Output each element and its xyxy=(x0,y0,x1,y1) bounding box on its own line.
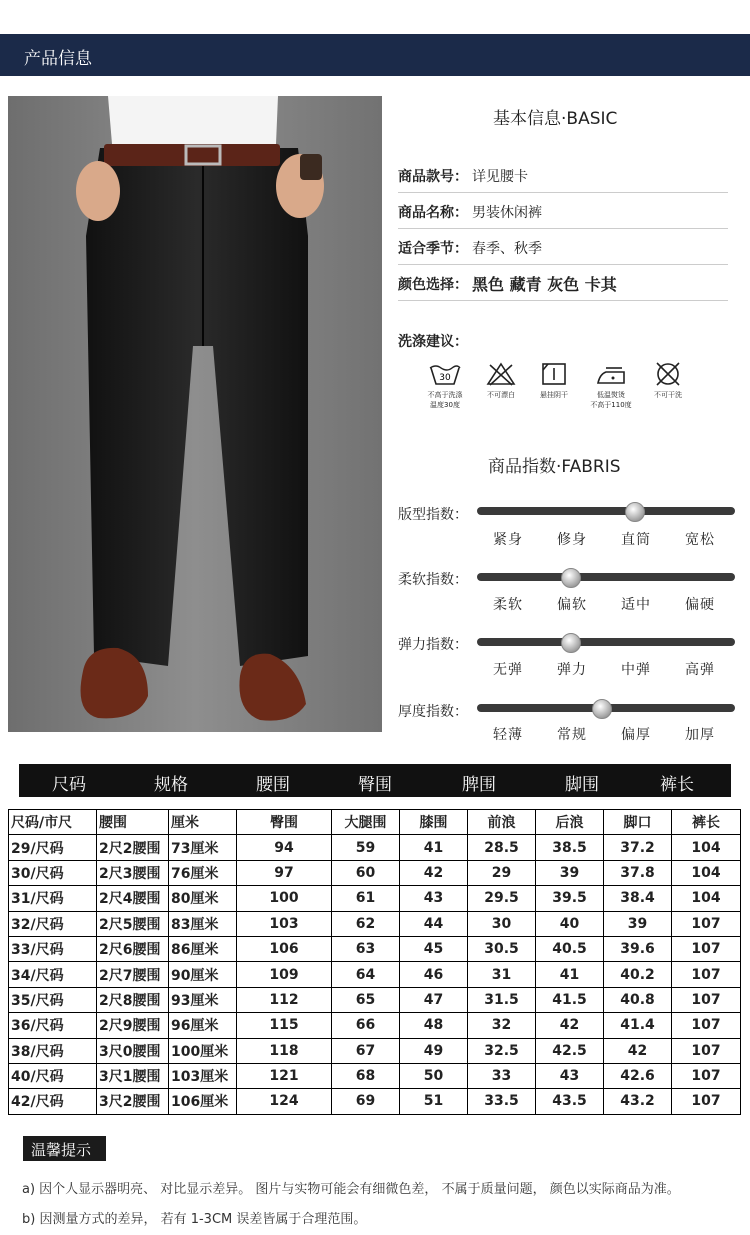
table-cell: 104 xyxy=(672,860,741,885)
section-title: 产品信息 xyxy=(24,49,92,69)
no-dry-clean-icon xyxy=(653,362,683,386)
info-row-style-no xyxy=(398,160,728,193)
table-cell: 33.5 xyxy=(468,1089,536,1114)
table-cell: 96厘米 xyxy=(169,1013,237,1038)
table-header-cell: 大腿围 xyxy=(332,810,400,835)
table-cell: 49 xyxy=(400,1038,468,1063)
table-cell: 2尺6腰围 xyxy=(97,936,169,961)
table-cell: 61 xyxy=(332,886,400,911)
table-cell: 46 xyxy=(400,962,468,987)
table-cell: 32 xyxy=(468,1013,536,1038)
wash-temp-text: 30 xyxy=(439,373,451,383)
table-cell: 40/尺码 xyxy=(9,1063,97,1088)
table-cell: 80厘米 xyxy=(169,886,237,911)
table-cell: 31 xyxy=(468,962,536,987)
index-option: 加厚 xyxy=(685,727,715,743)
table-header-row xyxy=(9,810,741,835)
table-cell: 59 xyxy=(332,835,400,860)
table-cell: 93厘米 xyxy=(169,987,237,1012)
index-option: 中弹 xyxy=(621,662,651,678)
table-cell: 60 xyxy=(332,860,400,885)
index-option: 宽松 xyxy=(685,532,715,548)
table-cell: 43.2 xyxy=(604,1089,672,1114)
info-value: 春季、秋季 xyxy=(472,241,542,257)
table-cell: 2尺3腰围 xyxy=(97,860,169,885)
table-header-cell: 尺码/市尺 xyxy=(9,810,97,835)
table-cell: 100 xyxy=(237,886,332,911)
table-row xyxy=(9,860,741,885)
table-cell: 2尺5腰围 xyxy=(97,911,169,936)
index-option: 弹力 xyxy=(557,662,587,678)
trousers-illustration xyxy=(8,96,382,732)
table-cell: 31/尺码 xyxy=(9,886,97,911)
size-table xyxy=(8,809,741,1115)
info-row-season xyxy=(398,232,728,265)
info-key: 商品款号： xyxy=(398,169,468,185)
index-option: 适中 xyxy=(621,597,651,613)
table-cell: 115 xyxy=(237,1013,332,1038)
table-header-cell: 裤长 xyxy=(672,810,741,835)
table-cell: 50 xyxy=(400,1063,468,1088)
index-option: 轻薄 xyxy=(493,727,523,743)
table-header-cell: 脚口 xyxy=(604,810,672,835)
table-header-cell: 厘米 xyxy=(169,810,237,835)
size-header-strip xyxy=(19,764,731,797)
table-cell: 100厘米 xyxy=(169,1038,237,1063)
table-cell: 40 xyxy=(536,911,604,936)
table-header-cell: 腰围 xyxy=(97,810,169,835)
info-row-colors xyxy=(398,268,728,301)
strip-cell: 规格 xyxy=(154,775,188,795)
strip-cell: 脾围 xyxy=(462,775,496,795)
table-cell: 121 xyxy=(237,1063,332,1088)
table-cell: 2尺7腰围 xyxy=(97,962,169,987)
table-cell: 2尺4腰围 xyxy=(97,886,169,911)
table-cell: 97 xyxy=(237,860,332,885)
table-header-cell: 后浪 xyxy=(536,810,604,835)
table-cell: 42.6 xyxy=(604,1063,672,1088)
table-row xyxy=(9,936,741,961)
product-photo xyxy=(8,96,382,732)
table-cell: 42/尺码 xyxy=(9,1089,97,1114)
table-cell: 30/尺码 xyxy=(9,860,97,885)
table-cell: 40.2 xyxy=(604,962,672,987)
tip-line: b) 因测量方式的差异， 若有 1-3CM 误差皆属于合理范围。 xyxy=(22,1212,367,1227)
table-cell: 47 xyxy=(400,987,468,1012)
strip-cell: 尺码 xyxy=(52,775,86,795)
table-cell: 38.4 xyxy=(604,886,672,911)
table-cell: 44 xyxy=(400,911,468,936)
table-cell: 39 xyxy=(536,860,604,885)
index-option: 无弹 xyxy=(493,662,523,678)
table-cell: 107 xyxy=(672,1038,741,1063)
care-text: 悬挂阴干 xyxy=(540,391,568,399)
table-row xyxy=(9,886,741,911)
wash-30-icon xyxy=(428,362,462,386)
info-value: 详见腰卡 xyxy=(472,169,528,185)
care-text: 温度30度 xyxy=(430,401,460,409)
table-cell: 68 xyxy=(332,1063,400,1088)
table-cell: 107 xyxy=(672,1089,741,1114)
table-cell: 67 xyxy=(332,1038,400,1063)
table-cell: 2尺2腰围 xyxy=(97,835,169,860)
table-cell: 34/尺码 xyxy=(9,962,97,987)
table-cell: 40.8 xyxy=(604,987,672,1012)
table-cell: 2尺9腰围 xyxy=(97,1013,169,1038)
table-cell: 76厘米 xyxy=(169,860,237,885)
index-label: 版型指数： xyxy=(398,507,468,523)
table-cell: 106 xyxy=(237,936,332,961)
table-cell: 107 xyxy=(672,1063,741,1088)
info-key: 颜色选择： xyxy=(398,277,468,293)
table-row xyxy=(9,1063,741,1088)
index-option: 高弹 xyxy=(685,662,715,678)
info-key: 适合季节： xyxy=(398,241,468,257)
hang-shade-dry-icon xyxy=(539,362,569,386)
index-option: 偏软 xyxy=(557,597,587,613)
index-knob[interactable] xyxy=(592,699,612,719)
table-cell: 33 xyxy=(468,1063,536,1088)
index-option: 常规 xyxy=(557,727,587,743)
table-cell: 30.5 xyxy=(468,936,536,961)
index-option: 偏厚 xyxy=(621,727,651,743)
table-cell: 41.4 xyxy=(604,1013,672,1038)
table-cell: 39.6 xyxy=(604,936,672,961)
tips-title-text: 温馨提示 xyxy=(31,1141,92,1159)
care-item xyxy=(628,362,708,400)
table-cell: 39 xyxy=(604,911,672,936)
table-cell: 29.5 xyxy=(468,886,536,911)
table-cell: 107 xyxy=(672,962,741,987)
tip-line: a) 因个人显示器明亮、 对比显示差异。 图片与实物可能会有细微色差， 不属于质量问题， 颜色以实际商品为准。 xyxy=(22,1182,680,1197)
table-cell: 29 xyxy=(468,860,536,885)
table-row xyxy=(9,1013,741,1038)
table-cell: 45 xyxy=(400,936,468,961)
index-option: 柔软 xyxy=(493,597,523,613)
care-text: 不可干洗 xyxy=(654,391,682,399)
table-cell: 107 xyxy=(672,1013,741,1038)
table-cell: 43.5 xyxy=(536,1089,604,1114)
table-cell: 42 xyxy=(400,860,468,885)
table-cell: 63 xyxy=(332,936,400,961)
table-cell: 43 xyxy=(536,1063,604,1088)
table-header-cell: 膝围 xyxy=(400,810,468,835)
table-cell: 103厘米 xyxy=(169,1063,237,1088)
table-cell: 28.5 xyxy=(468,835,536,860)
table-cell: 31.5 xyxy=(468,987,536,1012)
index-label: 弹力指数： xyxy=(398,637,468,653)
tips-title xyxy=(23,1136,106,1161)
info-row-name xyxy=(398,196,728,229)
table-header-cell: 前浪 xyxy=(468,810,536,835)
strip-cell: 臀围 xyxy=(358,775,392,795)
table-cell: 38.5 xyxy=(536,835,604,860)
table-cell: 3尺1腰围 xyxy=(97,1063,169,1088)
info-key: 商品名称： xyxy=(398,205,468,221)
table-cell: 112 xyxy=(237,987,332,1012)
table-cell: 42 xyxy=(604,1038,672,1063)
index-label: 柔软指数： xyxy=(398,572,468,588)
table-cell: 42.5 xyxy=(536,1038,604,1063)
table-cell: 3尺0腰围 xyxy=(97,1038,169,1063)
table-cell: 73厘米 xyxy=(169,835,237,860)
table-cell: 107 xyxy=(672,936,741,961)
info-value: 黑色 藏青 灰色 卡其 xyxy=(472,275,617,294)
info-value: 男装休闲裤 xyxy=(472,205,542,221)
strip-cell: 腰围 xyxy=(256,775,290,795)
table-cell: 51 xyxy=(400,1089,468,1114)
table-row xyxy=(9,911,741,936)
table-cell: 83厘米 xyxy=(169,911,237,936)
table-row xyxy=(9,1038,741,1063)
index-track xyxy=(477,573,735,581)
table-cell: 29/尺码 xyxy=(9,835,97,860)
index-option: 紧身 xyxy=(493,532,523,548)
table-cell: 104 xyxy=(672,835,741,860)
index-option: 直筒 xyxy=(621,532,651,548)
table-row xyxy=(9,835,741,860)
table-cell: 37.2 xyxy=(604,835,672,860)
table-cell: 106厘米 xyxy=(169,1089,237,1114)
section-header xyxy=(0,34,750,76)
low-iron-icon xyxy=(594,362,628,386)
table-cell: 33/尺码 xyxy=(9,936,97,961)
table-cell: 64 xyxy=(332,962,400,987)
basic-info-title: 基本信息·BASIC xyxy=(493,109,618,129)
table-cell: 3尺2腰围 xyxy=(97,1089,169,1114)
table-row xyxy=(9,962,741,987)
table-cell: 86厘米 xyxy=(169,936,237,961)
table-cell: 65 xyxy=(332,987,400,1012)
table-cell: 62 xyxy=(332,911,400,936)
table-cell: 66 xyxy=(332,1013,400,1038)
table-cell: 124 xyxy=(237,1089,332,1114)
table-cell: 40.5 xyxy=(536,936,604,961)
table-cell: 41 xyxy=(536,962,604,987)
table-cell: 48 xyxy=(400,1013,468,1038)
table-cell: 69 xyxy=(332,1089,400,1114)
strip-cell: 脚围 xyxy=(565,775,599,795)
table-header-cell: 臀围 xyxy=(237,810,332,835)
table-cell: 41 xyxy=(400,835,468,860)
index-track xyxy=(477,507,735,515)
table-cell: 43 xyxy=(400,886,468,911)
table-cell: 107 xyxy=(672,987,741,1012)
table-row xyxy=(9,1089,741,1114)
table-cell: 103 xyxy=(237,911,332,936)
index-knob[interactable] xyxy=(561,633,581,653)
index-knob[interactable] xyxy=(625,502,645,522)
care-text: 不高于110度 xyxy=(590,401,632,409)
table-cell: 104 xyxy=(672,886,741,911)
table-cell: 94 xyxy=(237,835,332,860)
strip-cell: 裤长 xyxy=(660,775,694,795)
index-option: 修身 xyxy=(557,532,587,548)
index-track xyxy=(477,638,735,646)
table-cell: 109 xyxy=(237,962,332,987)
table-cell: 107 xyxy=(672,911,741,936)
table-cell: 32/尺码 xyxy=(9,911,97,936)
table-cell: 32.5 xyxy=(468,1038,536,1063)
table-cell: 37.8 xyxy=(604,860,672,885)
table-cell: 41.5 xyxy=(536,987,604,1012)
table-row xyxy=(9,987,741,1012)
table-cell: 30 xyxy=(468,911,536,936)
care-label: 洗涤建议： xyxy=(398,334,468,350)
index-knob[interactable] xyxy=(561,568,581,588)
index-label: 厚度指数： xyxy=(398,704,468,720)
table-cell: 118 xyxy=(237,1038,332,1063)
table-cell: 35/尺码 xyxy=(9,987,97,1012)
fabric-index-title: 商品指数·FABRIS xyxy=(488,457,621,477)
table-cell: 90厘米 xyxy=(169,962,237,987)
table-cell: 39.5 xyxy=(536,886,604,911)
care-text: 低温熨烫 xyxy=(597,391,625,399)
table-cell: 2尺8腰围 xyxy=(97,987,169,1012)
table-cell: 36/尺码 xyxy=(9,1013,97,1038)
index-option: 偏硬 xyxy=(685,597,715,613)
table-cell: 38/尺码 xyxy=(9,1038,97,1063)
no-bleach-icon xyxy=(486,362,516,386)
table-cell: 42 xyxy=(536,1013,604,1038)
care-text: 不可漂白 xyxy=(487,391,515,399)
care-text: 不高于洗涤 xyxy=(427,391,463,399)
